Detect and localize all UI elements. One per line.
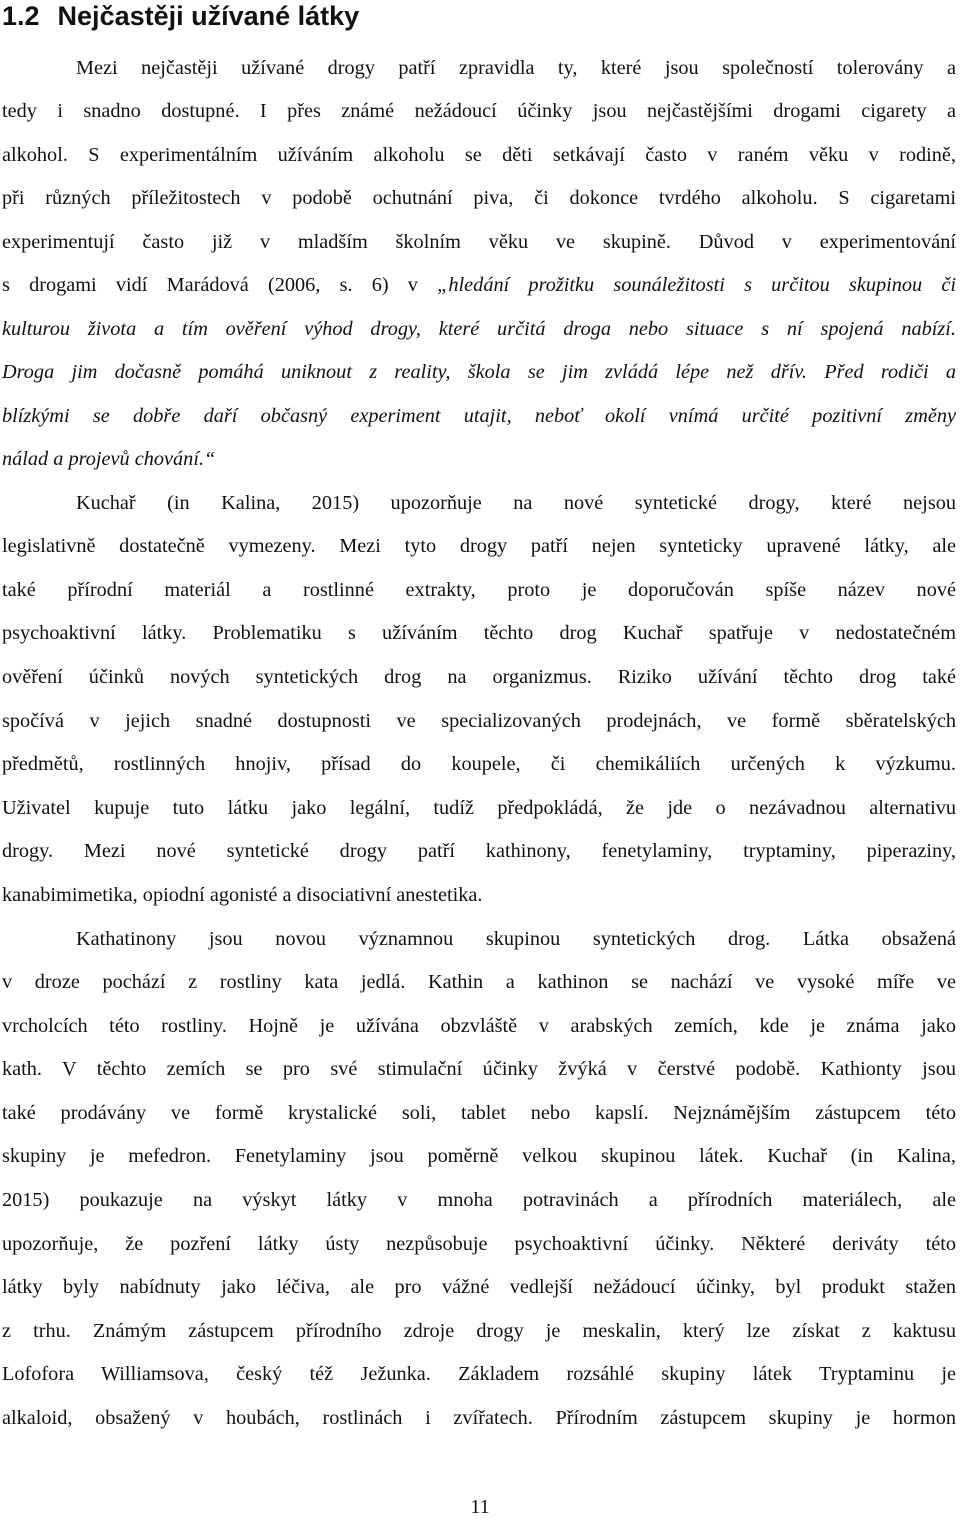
text-line: Kuchař (in Kalina, 2015) upozorňuje na nové syntetické drogy, které nejsou [76, 492, 956, 514]
text-line: upozorňuje, že pozření látky ústy nezpůsobuje psychoaktivní účinky. Některé deriváty této [2, 1233, 956, 1255]
text-line: vrcholcích této rostliny. Hojně je užívána obzvláště v arabských zemích, kde je známa jako [2, 1015, 956, 1037]
quote-line: nálad a projevů chování.“ [2, 448, 216, 470]
text-line-plain: s drogami vidí Marádová (2006, s. 6) v [2, 274, 438, 296]
text-line: kanabimimetika, opiodní agonisté a disociativní anestetika. [2, 884, 483, 906]
quote-start: „hledání prožitku sounáležitosti s určitou skupinou či [437, 274, 956, 296]
page-number: 11 [470, 1496, 490, 1518]
quote-line: blízkými se dobře daří občasný experiment utajit, neboť okolí vnímá určité pozitivní změny [2, 405, 956, 427]
text-line: v droze pochází z rostliny kata jedlá. Kathin a kathinon se nachází ve vysoké míře ve [2, 971, 956, 993]
text-line: alkohol. S experimentálním užíváním alkoholu se děti setkávají často v raném věku v rodině, [2, 144, 956, 166]
quote-line: Droga jim dočasně pomáhá uniknout z reality, škola se jim zvládá lépe než dřív. Před rodiči a [2, 361, 956, 383]
section-title: Nejčastěji užívané látky [57, 1, 360, 31]
text-line: alkaloid, obsažený v houbách, rostlinách i zvířatech. Přírodním zástupcem skupiny je hormon [2, 1407, 956, 1429]
text-line: z trhu. Známým zástupcem přírodního zdroje drogy je meskalin, který lze získat z kaktusu [2, 1320, 956, 1342]
text-line: Lofofora Williamsova, český též Ježunka. Základem rozsáhlé skupiny látek Tryptaminu je [2, 1363, 956, 1385]
text-line [2, 273, 956, 297]
text-line: také prodávány ve formě krystalické soli, tablet nebo kapslí. Nejznámějším zástupcem této [2, 1102, 956, 1124]
text-line: legislativně dostatečně vymezeny. Mezi tyto drogy patří nejen synteticky upravené látky, ale [2, 535, 956, 557]
text-line: kath. V těchto zemích se pro své stimulační účinky žvýká v čerstvé podobě. Kathionty jsou [2, 1058, 956, 1080]
quote-line: kulturou života a tím ověření výhod drogy, které určitá droga nebo situace s ní spojená nabízí. [2, 318, 956, 340]
text-line: při různých příležitostech v podobě ochutnání piva, či dokonce tvrdého alkoholu. S cigaretami [2, 187, 956, 209]
text-line: také přírodní materiál a rostlinné extrakty, proto je doporučován spíše název nové [2, 579, 956, 601]
text-line: psychoaktivní látky. Problematiku s užíváním těchto drog Kuchař spatřuje v nedostatečném [2, 622, 956, 644]
text-line: předmětů, rostlinných hnojiv, přísad do koupele, či chemikáliích určených k výzkumu. [2, 753, 956, 775]
text-line: látky byly nabídnuty jako léčiva, ale pro vážné vedlejší nežádoucí účinky, byl produkt stažen [2, 1276, 956, 1298]
text-line: Uživatel kupuje tuto látku jako legální, tudíž předpokládá, že jde o nezávadnou alternativu [2, 797, 956, 819]
section-number: 1.2 [2, 1, 40, 31]
text-line: drogy. Mezi nové syntetické drogy patří kathinony, fenetylaminy, tryptaminy, piperaziny, [2, 840, 956, 862]
text-line: Mezi nejčastěji užívané drogy patří zpravidla ty, které jsou společností tolerovány a [76, 57, 956, 79]
section-heading [2, 0, 359, 32]
text-line: 2015) poukazuje na výskyt látky v mnoha potravinách a přírodních materiálech, ale [2, 1189, 956, 1211]
text-line: tedy i snadno dostupné. I přes známé nežádoucí účinky jsou nejčastějšími drogami cigarety a [2, 100, 956, 122]
text-line: spočívá v jejich snadné dostupnosti ve specializovaných prodejnách, ve formě sběratelských [2, 710, 956, 732]
text-line: skupiny je mefedron. Fenetylaminy jsou poměrně velkou skupinou látek. Kuchař (in Kalina, [2, 1145, 956, 1167]
text-line: Kathatinony jsou novou významnou skupinou syntetických drog. Látka obsažená [76, 928, 956, 950]
text-line: ověření účinků nových syntetických drog na organizmus. Riziko užívání těchto drog také [2, 666, 956, 688]
text-line: experimentují často již v mladším školním věku ve skupině. Důvod v experimentování [2, 231, 956, 253]
